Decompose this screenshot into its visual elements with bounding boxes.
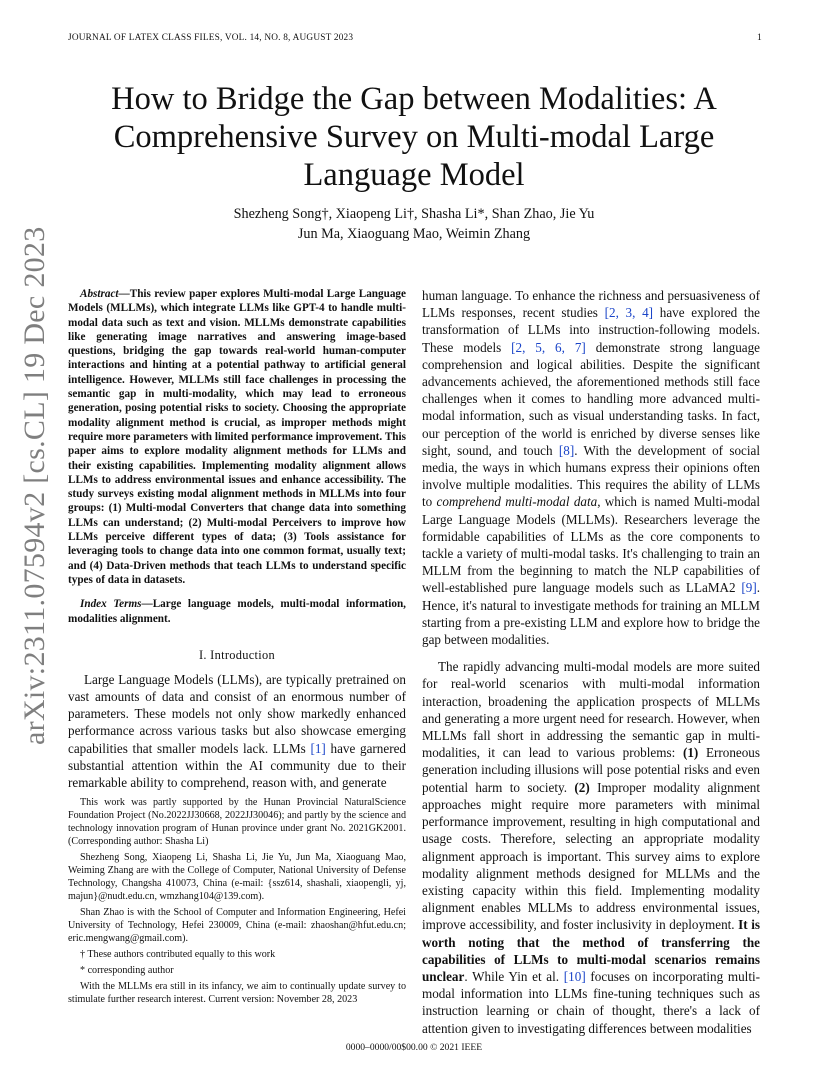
text-run: demonstrate strong language comprehension and logical abilities. Despite the significant advancements achieved, the aforementioned methods still face challenges when it comes to handling more advanced multi-modal information, such as visual understanding tasks. In fact, our perception of the world is enriched by diverse senses like sight, sound, and touch [422,339,761,458]
footnote-funding: This work was partly supported by the Hunan Provincial NaturalScience Foundation Project (No.2022JJ30668, 2022JJ30046); and partly by the science and technology innovation program of Hunan province under grant No. 2021GK2001. (Corresponding author: Shasha Li) [68,797,406,847]
bold-statement: It is worth noting that the method of transferring the capabilities of LLMs to multi-modal scenarios remains unclear [422,917,760,984]
text-run: The rapidly advancing multi-modal models are more suited for real-world scenarios with multi-modal information interaction, broadening the application prospects of MLLMs and generating a more urgent need for research. However, when MLLMs fall short in addressing the semantic gap in multi-modalities, it can lead to various problems: [422,659,760,761]
footnote-affiliation-hfut: Shan Zhao is with the School of Computer and Information Engineering, Hefei University of Technology, Hefei 230009, China (e-mail: zhaoshan@hfut.edu.cn; eric.mengwang@gmail.com). [68,907,406,944]
copyright-footer: 0000–0000/00$00.00 © 2021 IEEE [345,1042,483,1053]
citation-link[interactable]: [1] [310,740,326,756]
footnote-affiliation-nudt: Shezheng Song, Xiaopeng Li, Shasha Li, Jie Yu, Jun Ma, Xiaoguang Mao, Weiming Zhang are with the College of Computer, National University of Defense Technology, Changsha 410073, China (e-mail: {ssz614, shashali, xiaopengli, yj, majun}@nudt.edu.cn, wmzhang104@139.com). [68,852,406,902]
text-run: human language. To enhance the richness and persuasiveness of LLMs responses, recent studies [422,288,760,321]
page-number: 1 [757,33,762,43]
text-run: focuses on incorporating multi-modal information into LLMs fine-tuning techniques such as instruction learning or chain of thought, there's a lack of attention given to investigating differences between modalities [422,968,760,1036]
citation-link[interactable]: [2, 5, 6, 7] [511,339,586,355]
paper-title: How to Bridge the Gap between Modalities: A Comprehensive Survey on Multi-modal Large Language Model [111,81,717,193]
text-run: . Hence, it's natural to investigate methods for training an MLLM starting from a pre-existing LLM and explore how to bridge the gap between modalities. [422,580,760,648]
right-column [422,287,760,1037]
author-line-2: Jun Ma, Xiaoguang Mao, Weimin Zhang [297,226,531,242]
left-column [68,287,406,791]
right-paragraph-2 [422,658,760,1036]
index-terms-text: —Large language models, multi-modal information, modalities alignment. [68,598,406,625]
index-terms-label: Index Terms [80,598,142,611]
author-list [70,204,758,244]
text-run: , which is named Multi-modal Large Language Models (MLLMs). Researchers leverage the formidable capabilities of LLMs as the core components to tackle a variety of multi-modal tasks. It's challenging to train an MLLM from the beginning to match the NLP capabilities of well-established pure language models such as LLaMA2 [422,494,761,596]
running-head: JOURNAL OF LATEX CLASS FILES, VOL. 14, NO. 8, AUGUST 2023 [68,33,354,43]
footnote-corresponding: * corresponding author [80,965,174,976]
text-run: Improper modality alignment approaches might require more parameters with minimal performance improvement, resulting in high computational and usage costs. Therefore, selecting an appropriate modality alignment approach is important. This survey aims to explore modality alignment methods designed for MLLMs and the existing capacity within this field. Implementing modality alignment enables MLLMs to address environmental issues, improve accessibility, and foster inclusivity in deployment. [422,779,760,933]
text-run: have garnered substantial attention within the AI community due to their remarkable ability to comprehend, reason with, and generate [68,740,406,791]
arxiv-stamp: arXiv:2311.07594v2 [cs.CL] 19 Dec 2023 [18,226,51,745]
intro-paragraph [68,671,406,791]
text-run: . With the development of social media, the ways in which humans express their opinions often involve multiple modalities. This requires the ability of LLMs to [422,442,760,510]
footnotes [68,796,406,1009]
footnote-equal-contribution: † These authors contributed equally to this work [80,949,276,960]
right-paragraph-1 [422,287,760,648]
section-heading: I. Introduction [198,647,276,662]
text-run: have explored the transformation of LLMs into instruction-following models. These models [422,305,760,355]
author-line-1: Shezheng Song†, Xiaopeng Li†, Shasha Li*, Shan Zhao, Jie Yu [233,206,595,222]
abstract [68,287,406,587]
text-run: Erroneous generation including illusions will pose potential risks and even potential harm to society. [422,745,760,795]
citation-link[interactable]: [10] [563,968,586,984]
text-run: Large Language Models (LLMs), are typically pretrained on vast amounts of data and consist of an enormous number of parameters. These models not only show markedly enhanced performance across various tasks but also showcase emerging capabilities that smaller models lack. LLMs [68,671,406,756]
text-run: . While Yin et al. [464,968,564,984]
citation-link[interactable]: [2, 3, 4] [604,305,654,321]
citation-link[interactable]: [9] [741,580,757,596]
footnote-version: With the MLLMs era still in its infancy, we aim to continually update survey to stimulate further research interest. Current version: November 28, 2023 [68,981,406,1005]
bold-marker: (1) [682,745,699,761]
citation-link[interactable]: [8] [558,442,575,458]
index-terms [68,597,406,626]
emphasis-text: comprehend multi-modal data [436,494,598,510]
abstract-text: —This review paper explores Multi-modal Large Language Models (MLLMs), which integrate LLMs like GPT-4 to handle multi-modal data such as text and vision. MLLMs demonstrate capabilities like generating image narratives and answering image-based questions, bridging the gap towards real-world human-computer interactions and hinting at a potential pathway to artificial general intelligence. However, MLLMs still face challenges in processing the semantic gap in multi-modality, which may lead to erroneous generation, posing potential risks to society. Choosing the appropriate modality alignment method is crucial, as improper methods might require more parameters with limited performance improvement. This paper aims to explore modality alignment methods for LLMs and their existing capabilities. Implementing modality alignment allows LLMs to address environmental issues and enhance accessibility. The study surveys existing modal alignment methods in MLLMs into four groups: (1) Multi-modal Converters that change data into something LLMs can understand; (2) Multi-modal Perceivers to improve how LLMs perceive different types of data; (3) Tools assistance for leveraging tools to change data into one common format, usually text; and (4) Data-Driven methods that teach LLMs to understand specific types of data in datasets. [68,288,406,586]
bold-marker: (2) [574,779,590,795]
abstract-label: Abstract [80,288,119,300]
